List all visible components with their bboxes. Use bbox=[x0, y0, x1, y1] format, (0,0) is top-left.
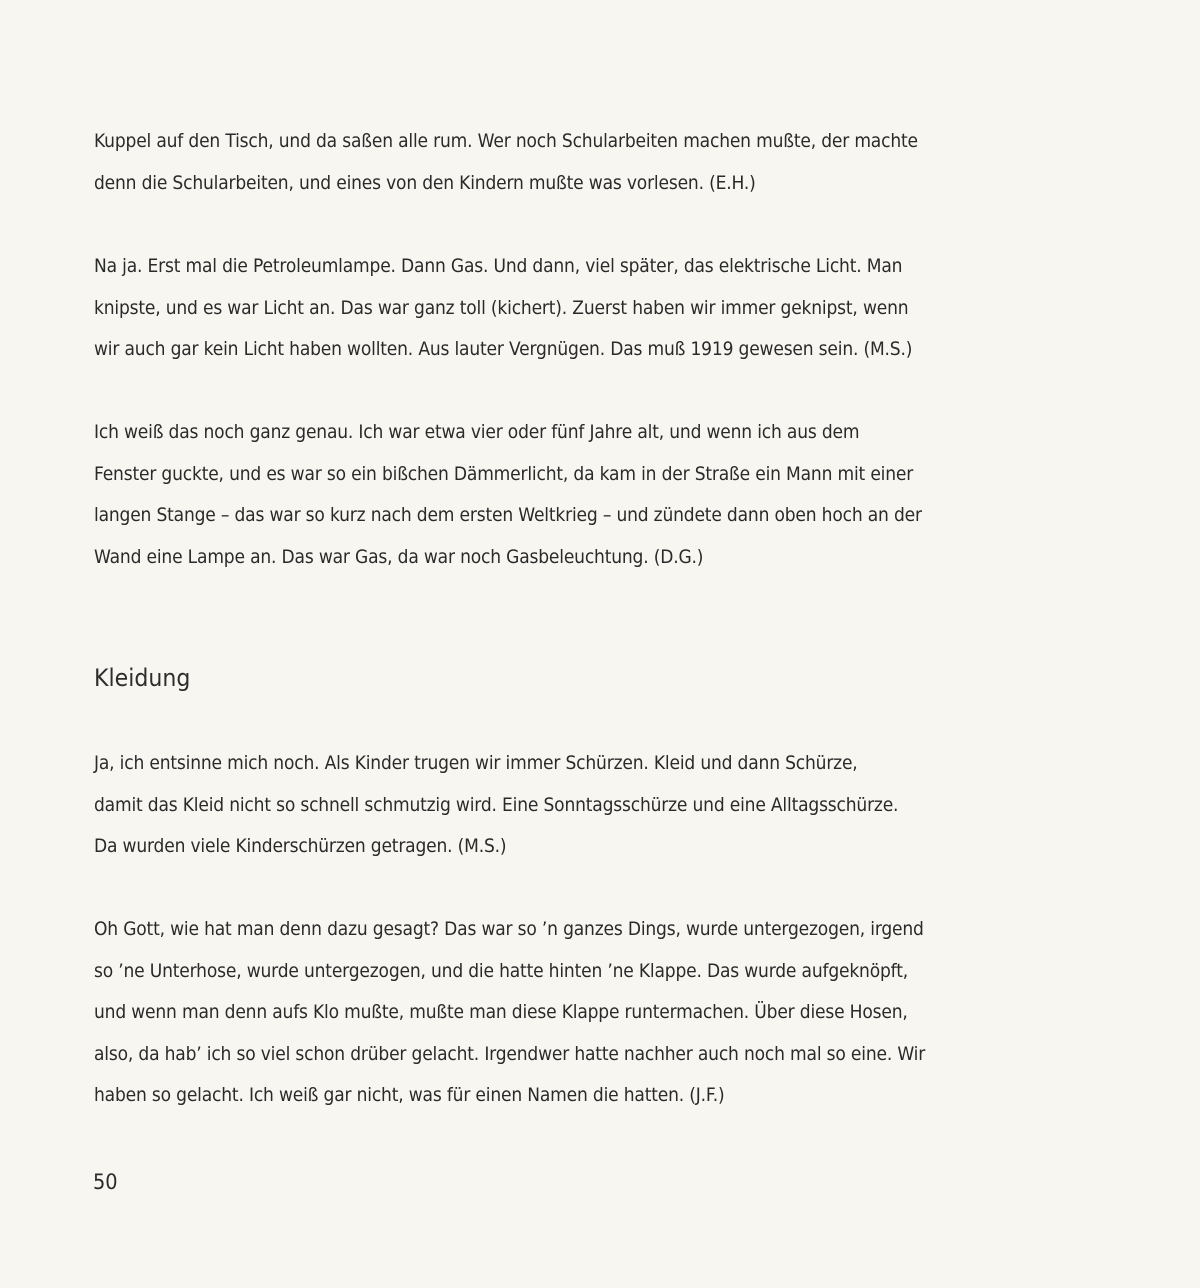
paragraph-line: Ja, ich entsinne mich noch. Als Kinder trugen wir immer Schürzen. Kleid und dann Schürze, bbox=[94, 752, 858, 774]
paragraph-2 bbox=[94, 246, 958, 371]
paragraph-line: Ich weiß das noch ganz genau. Ich war etwa vier oder fünf Jahre alt, und wenn ich aus dem bbox=[94, 421, 860, 443]
paragraph-1 bbox=[94, 121, 958, 204]
paragraph-line: und wenn man denn aufs Klo mußte, mußte man diese Klappe runtermachen. Über diese Hosen, bbox=[94, 1001, 908, 1023]
paragraph-5 bbox=[94, 909, 958, 1117]
paragraph-line: Kuppel auf den Tisch, und da saßen alle rum. Wer noch Schularbeiten machen mußte, der machte bbox=[94, 130, 918, 152]
paragraph-line: Wand eine Lampe an. Das war Gas, da war noch Gasbeleuchtung. (D.G.) bbox=[94, 545, 704, 568]
paragraph-line: wir auch gar kein Licht haben wollten. Aus lauter Vergnügen. Das muß 1919 gewesen sein. (M.S.) bbox=[94, 338, 913, 360]
paragraph-line: Oh Gott, wie hat man denn dazu gesagt? Das war so ’n ganzes Dings, wurde untergezogen, irgend bbox=[94, 918, 924, 940]
paragraph-line: so ’ne Unterhose, wurde untergezogen, und die hatte hinten ’ne Klappe. Das wurde aufgeknöpft, bbox=[94, 959, 908, 982]
paragraph-3 bbox=[94, 412, 958, 578]
paragraph-line: Da wurden viele Kinderschürzen getragen. (M.S.) bbox=[94, 835, 507, 857]
paragraph-line: damit das Kleid nicht so schnell schmutzig wird. Eine Sonntagsschürze und eine Alltagsschürze. bbox=[94, 793, 899, 816]
paragraph-4 bbox=[94, 743, 958, 868]
paragraph-line: knipste, und es war Licht an. Das war ganz toll (kichert). Zuerst haben wir immer geknipst, wenn bbox=[94, 296, 909, 319]
paragraph-line: also, da hab’ ich so viel schon drüber gelacht. Irgendwer hatte nachher auch noch mal so eine. Wir bbox=[94, 1042, 926, 1065]
paragraph-line: Na ja. Erst mal die Petroleumlampe. Dann Gas. Und dann, viel später, das elektrische Licht. Man bbox=[94, 255, 903, 277]
paragraph-line: haben so gelacht. Ich weiß gar nicht, was für einen Namen die hatten. (J.F.) bbox=[94, 1084, 725, 1106]
paragraph-line: langen Stange – das war so kurz nach dem ersten Weltkrieg – und zündete dann oben hoch an der bbox=[94, 504, 922, 526]
section-heading: Kleidung bbox=[94, 664, 191, 692]
paragraph-line: Fenster guckte, und es war so ein bißchen Dämmerlicht, da kam in der Straße ein Mann mit einer bbox=[94, 462, 914, 485]
paragraph-line: denn die Schularbeiten, und eines von den Kindern mußte was vorlesen. (E.H.) bbox=[94, 171, 756, 194]
page-number: 50 bbox=[93, 1170, 118, 1194]
